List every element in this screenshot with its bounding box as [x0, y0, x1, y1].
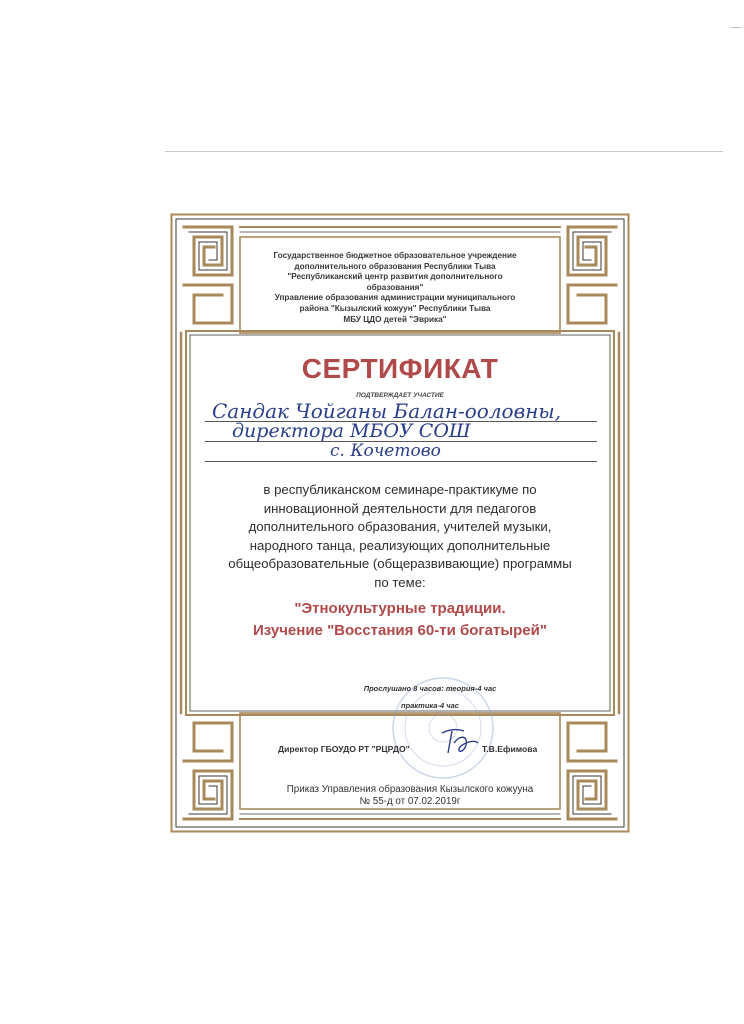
seminar-topic	[170, 598, 630, 642]
scan-edge-line	[165, 151, 723, 152]
certificate	[170, 213, 630, 833]
header-line: образования"	[366, 282, 424, 292]
recipient-location: с. Кочетово	[330, 441, 441, 461]
topic-line: Изучение "Восстания 60-ти богатырей"	[253, 622, 547, 639]
certificate-body	[210, 481, 590, 593]
body-line: общеобразовательные (общеразвивающие) программы	[228, 556, 572, 572]
signatory-name: Т.В.Ефимова	[482, 744, 538, 754]
body-line: по теме:	[374, 574, 426, 590]
body-line: инновационной деятельности для педагогов	[263, 500, 537, 516]
header-line: Управление образования администрации муниципального	[274, 293, 516, 303]
topic-line: "Этнокультурные традиции.	[294, 600, 506, 617]
certificate-subtitle: ПОДТВЕРЖДАЕТ УЧАСТИЕ	[356, 392, 444, 399]
issuer-header	[265, 251, 525, 325]
header-line: МБУ ЦДО детей "Эврика"	[343, 314, 447, 324]
order-line: Приказ Управления образования Кызылского кожууна	[286, 784, 534, 795]
header-line: "Республиканский центр развития дополнительного	[287, 272, 503, 282]
signatory-position: Директор ГБОУДО РТ "РЦРДО"	[278, 744, 410, 754]
signature-mark	[438, 725, 482, 759]
body-line: в республиканском семинаре-практикуме по	[263, 482, 537, 497]
order-number: № 55-д от 07.02.2019г	[359, 796, 461, 807]
hours-practice: практика-4 час	[401, 701, 459, 710]
hours-block	[330, 680, 530, 714]
header-line: района "Кызылский кожуун" Республики Тыва	[299, 303, 491, 313]
hours-total: Прослушано 8 часов: теория-4 час	[363, 684, 497, 693]
header-line: дополнительного образования Республики Тыва	[294, 261, 496, 271]
recipient-name: Сандак Чойганы Балан-ооловны,	[212, 399, 562, 423]
header-line: Государственное бюджетное образовательное учреждение	[273, 251, 517, 260]
body-line: дополнительного образования, учителей музыки,	[248, 519, 552, 535]
body-line: народного танца, реализующих дополнительные	[249, 537, 551, 553]
order-reference	[270, 784, 550, 808]
recipient-position: директора МБОУ СОШ	[232, 420, 471, 442]
certificate-title: СЕРТИФИКАТ	[301, 353, 499, 384]
scan-mark	[731, 27, 741, 28]
recipient-underline	[205, 461, 597, 462]
